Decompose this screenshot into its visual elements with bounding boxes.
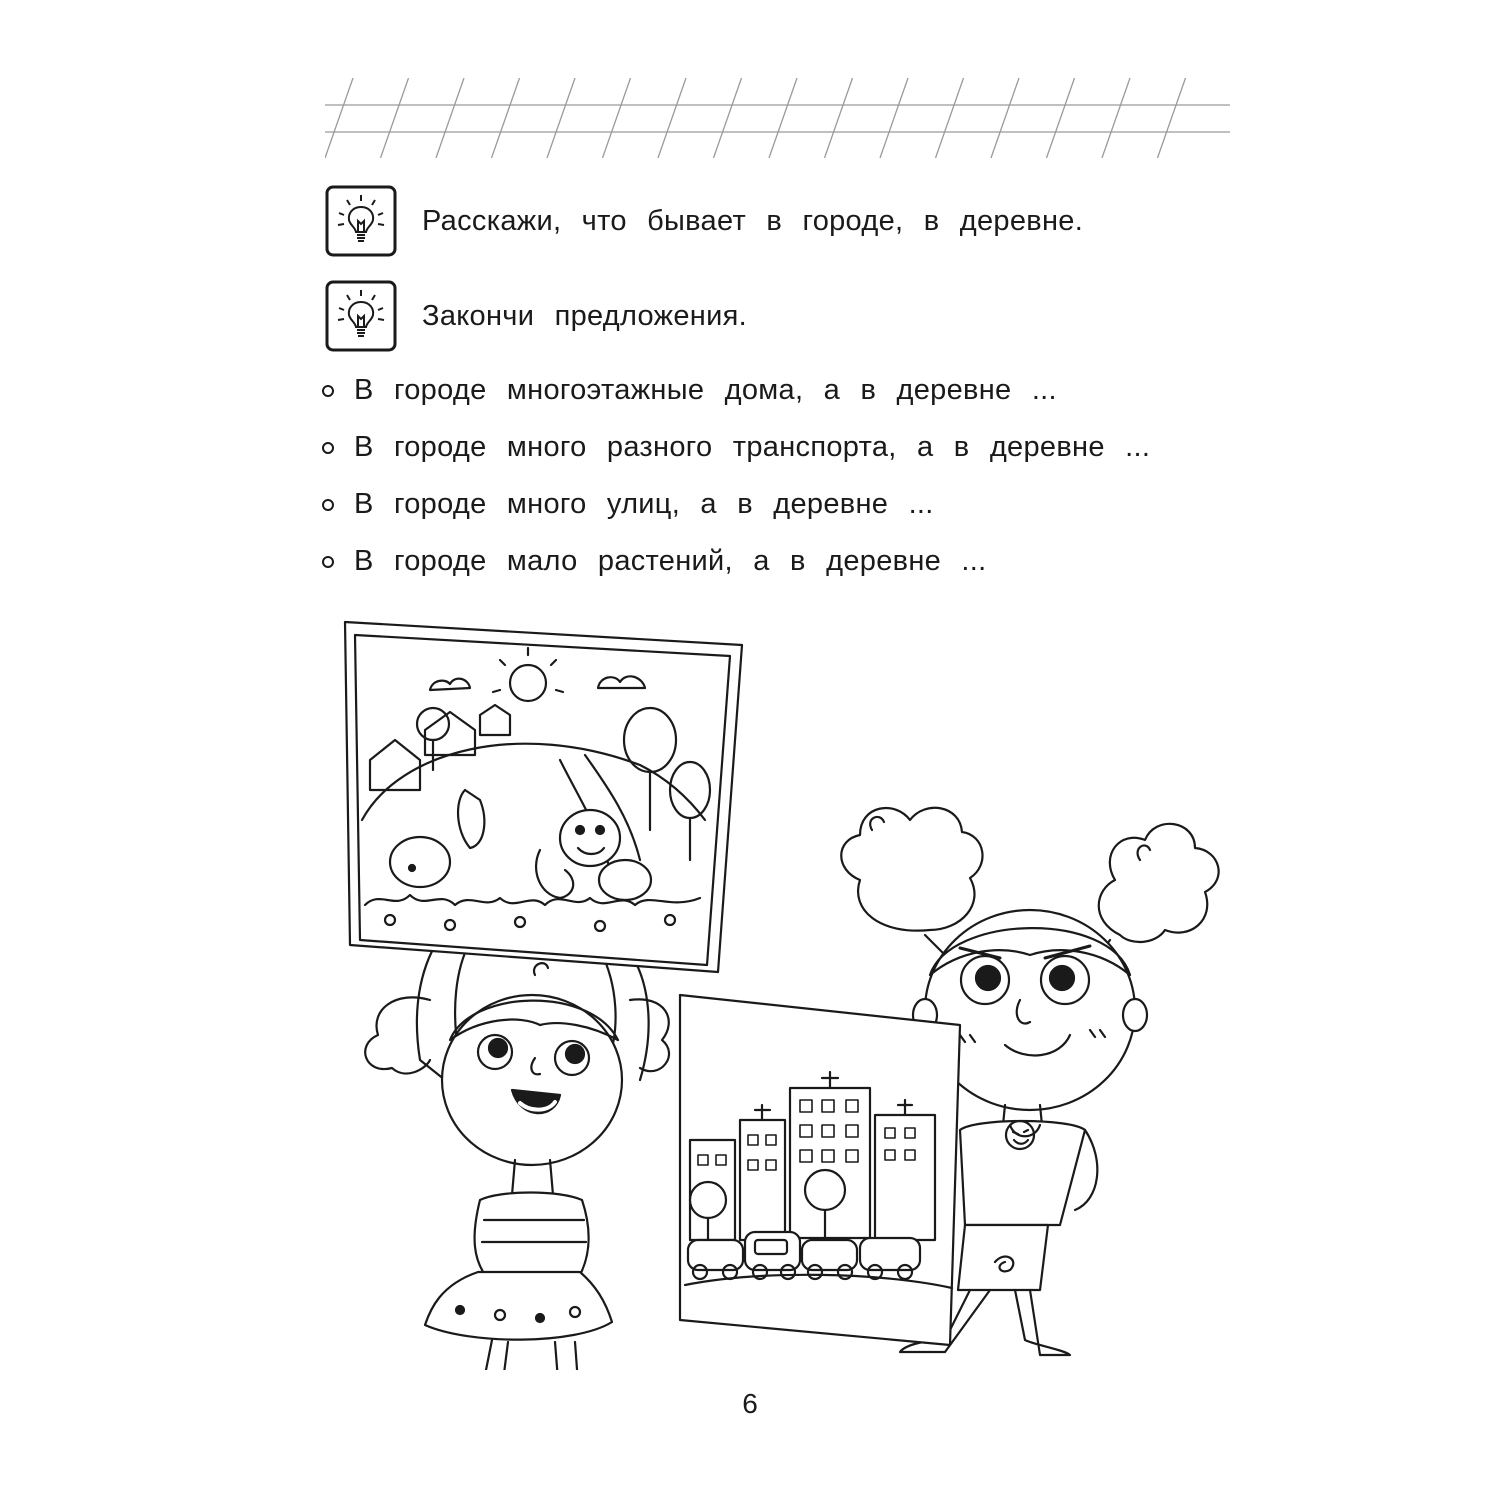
list-item: В городе многоэтажные дома, а в деревне ...	[322, 362, 1150, 419]
bullet-icon	[322, 556, 334, 568]
slant-guide-line	[880, 78, 908, 158]
list-item: В городе много улиц, а в деревне ...	[322, 476, 1150, 533]
slant-guide-line	[714, 78, 742, 158]
lightbulb-icon	[325, 185, 397, 257]
slant-guide-line	[547, 78, 575, 158]
lightbulb-icon	[325, 280, 397, 352]
slant-guide-line	[325, 78, 353, 158]
slant-guide-line	[936, 78, 964, 158]
slant-guide-line	[492, 78, 520, 158]
slant-guide-line	[1158, 78, 1186, 158]
city-picture	[680, 995, 960, 1345]
bullet-icon	[322, 385, 334, 397]
slant-guide-line	[603, 78, 631, 158]
sentence-list	[322, 362, 1150, 590]
slant-guide-line	[658, 78, 686, 158]
slant-guide-line	[436, 78, 464, 158]
bullet-icon	[322, 499, 334, 511]
slant-guide-line	[825, 78, 853, 158]
list-item: В городе мало растений, а в деревне ...	[322, 533, 1150, 590]
task-tell	[325, 185, 1083, 257]
bullet-icon	[322, 442, 334, 454]
slant-guide-line	[991, 78, 1019, 158]
slant-guide-line	[381, 78, 409, 158]
task-complete	[325, 280, 747, 352]
slant-guide-line	[1047, 78, 1075, 158]
list-item: В городе много разного транспорта, а в деревне ...	[322, 419, 1150, 476]
handwriting-lines	[325, 78, 1230, 158]
slant-guide-line	[1102, 78, 1130, 158]
page-number: 6	[742, 1388, 758, 1419]
village-picture	[345, 622, 742, 972]
girls-with-pictures-illustration	[330, 610, 1250, 1370]
task-complete-text: Закончи предложения.	[422, 299, 747, 332]
left-girl-figure	[365, 924, 669, 1370]
task-tell-text: Расскажи, что бывает в городе, в деревне.	[422, 204, 1084, 237]
slant-guide-line	[769, 78, 797, 158]
